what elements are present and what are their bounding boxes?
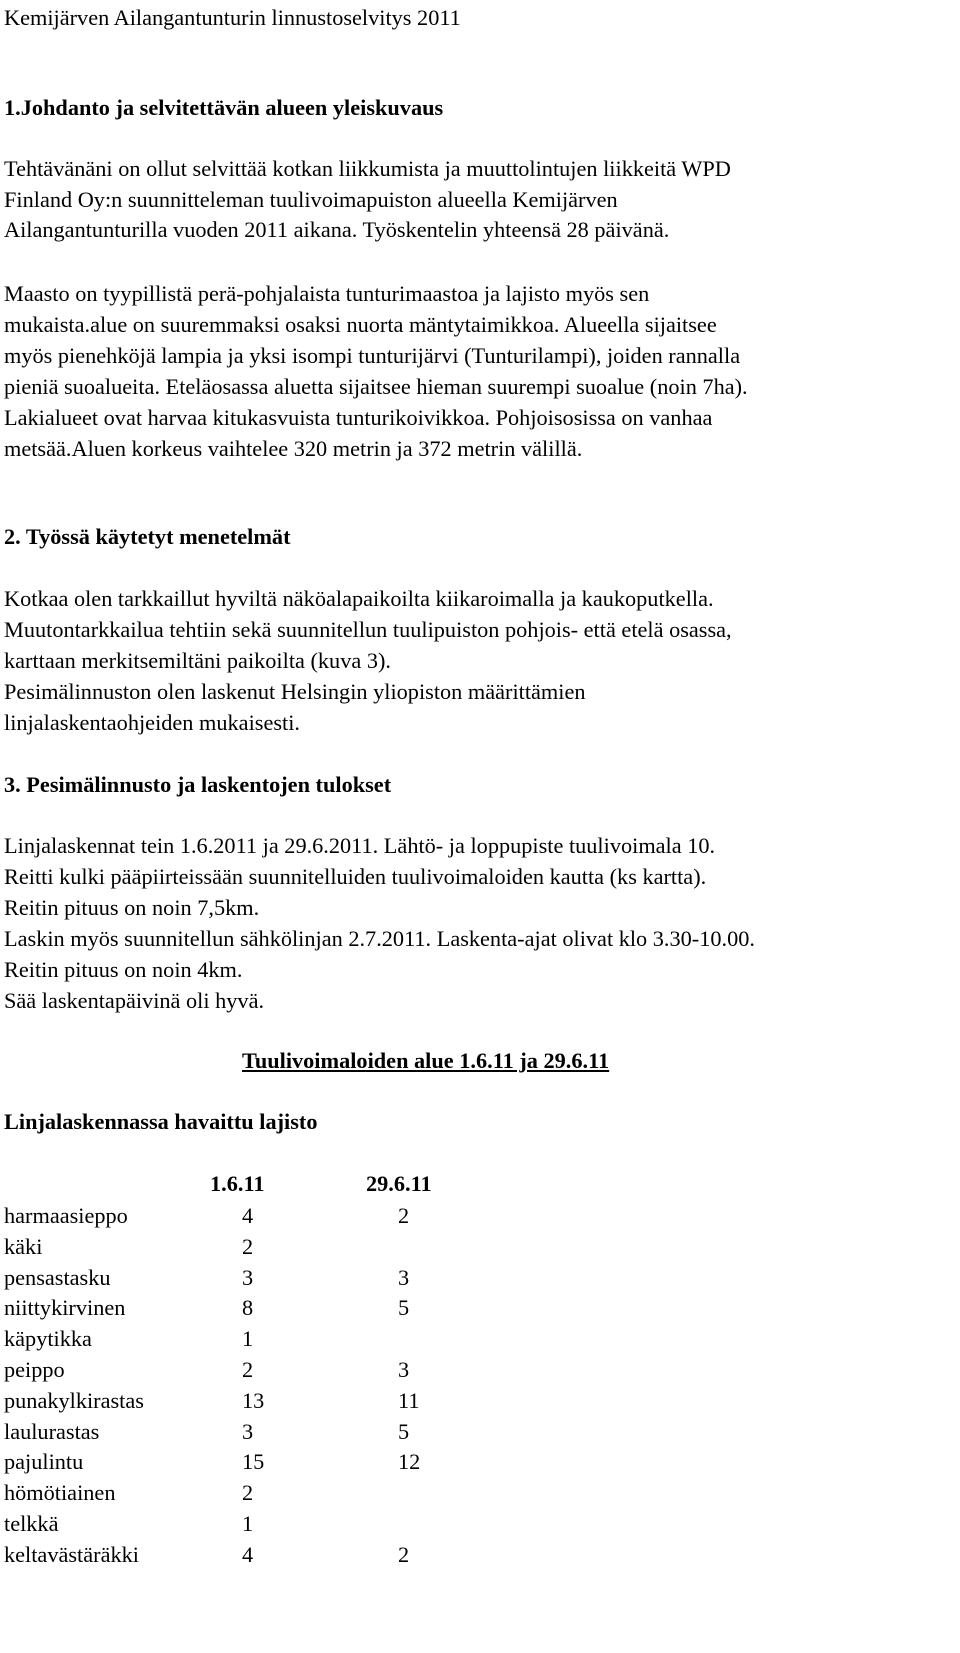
table-row <box>0 1540 960 1570</box>
section-2-heading: 2. Työssä käytetyt menetelmät <box>4 524 291 549</box>
species-name: punakylkirastas <box>4 1387 144 1413</box>
count-date-1: 4 <box>242 1541 254 1567</box>
table-row <box>0 1201 960 1231</box>
paragraph-line: pieniä suoalueita. Eteläosassa aluetta sijaitsee hieman suurempi suoalue (noin 7ha). <box>4 374 748 399</box>
species-name: laulurastas <box>4 1418 100 1444</box>
count-date-2: 12 <box>398 1449 421 1475</box>
table-row <box>0 1324 960 1354</box>
paragraph-line: Maasto on tyypillistä perä-pohjalaista tunturimaastoa ja lajisto myös sen <box>4 281 650 306</box>
column-header-date-1: 1.6.11 <box>210 1171 265 1196</box>
species-name: harmaasieppo <box>4 1203 128 1228</box>
count-date-2: 11 <box>398 1387 420 1413</box>
count-date-1: 3 <box>242 1264 254 1290</box>
count-date-2: 5 <box>398 1295 410 1321</box>
count-date-1: 1 <box>242 1511 254 1536</box>
table-row <box>0 1355 960 1385</box>
count-date-2: 3 <box>398 1264 410 1290</box>
paragraph-line: linjalaskentaohjeiden mukaisesti. <box>4 710 300 735</box>
table-row <box>0 1263 960 1293</box>
species-name: hömötiainen <box>4 1480 116 1506</box>
count-date-1: 4 <box>242 1203 254 1228</box>
count-date-1: 3 <box>242 1418 254 1444</box>
count-date-1: 2 <box>242 1480 254 1506</box>
paragraph-line: Muutontarkkailua tehtiin sekä suunnitellun tuulipuiston pohjois- että etelä osassa, <box>4 617 732 642</box>
species-name: pensastasku <box>4 1264 111 1290</box>
count-date-2: 5 <box>398 1418 410 1444</box>
species-name: pajulintu <box>4 1449 84 1475</box>
count-date-1: 15 <box>242 1449 265 1475</box>
paragraph-line: mukaista.alue on suuremmaksi osaksi nuorta mäntytaimikkoa. Alueella sijaitsee <box>4 312 717 337</box>
table-row <box>0 1478 960 1508</box>
table-subtitle: Linjalaskennassa havaittu lajisto <box>4 1109 318 1134</box>
paragraph-line: Kotkaa olen tarkkaillut hyviltä näköalapaikoilta kiikaroimalla ja kaukoputkella. <box>4 586 714 611</box>
table-row <box>0 1509 960 1539</box>
table-row <box>0 1232 960 1262</box>
table-header-row <box>0 1169 960 1199</box>
paragraph-line: Reitti kulki pääpiirteissään suunnitelluiden tuulivoimaloiden kautta (ks kartta). <box>4 864 707 889</box>
section-1-heading: 1.Johdanto ja selvitettävän alueen yleiskuvaus <box>4 95 444 120</box>
paragraph-line: myös pienehköjä lampia ja yksi isompi tunturijärvi (Tunturilampi), joiden rannalla <box>4 343 741 368</box>
count-date-1: 2 <box>242 1357 254 1382</box>
paragraph-line: Tehtävänäni on ollut selvittää kotkan liikkumista ja muuttolintujen liikkeitä WPD <box>4 156 731 181</box>
species-name: käpytikka <box>4 1326 92 1352</box>
count-date-2: 2 <box>398 1541 410 1567</box>
count-date-2: 2 <box>398 1203 410 1228</box>
paragraph-line: karttaan merkitsemiltäni paikoilta (kuva 3). <box>4 648 391 673</box>
table-title: Tuulivoimaloiden alue 1.6.11 ja 29.6.11 <box>242 1048 610 1073</box>
table-row <box>0 1417 960 1447</box>
table-row <box>0 1386 960 1416</box>
count-date-1: 2 <box>242 1233 254 1259</box>
paragraph-line: Linjalaskennat tein 1.6.2011 ja 29.6.2011. Lähtö- ja loppupiste tuulivoimala 10. <box>4 833 716 858</box>
paragraph-line: Finland Oy:n suunnitteleman tuulivoimapuiston alueella Kemijärven <box>4 187 618 212</box>
count-date-1: 13 <box>242 1387 265 1413</box>
paragraph-line: Lakialueet ovat harvaa kitukasvuista tunturikoivikkoa. Pohjoisosissa on vanhaa <box>4 405 713 430</box>
count-date-2: 3 <box>398 1357 410 1382</box>
document-title: Kemijärven Ailangantunturin linnustoselvitys 2011 <box>4 5 461 30</box>
species-name: niittykirvinen <box>4 1295 126 1321</box>
paragraph-line: metsää.Aluen korkeus vaihtelee 320 metrin ja 372 metrin välillä. <box>4 436 583 461</box>
species-name: käki <box>4 1233 43 1259</box>
table-row <box>0 1447 960 1477</box>
table-row <box>0 1293 960 1323</box>
section-3-heading: 3. Pesimälinnusto ja laskentojen tulokset <box>4 772 392 797</box>
count-date-1: 1 <box>242 1326 254 1352</box>
paragraph-line: Sää laskentapäivinä oli hyvä. <box>4 988 265 1013</box>
species-name: peippo <box>4 1357 65 1382</box>
species-name: telkkä <box>4 1511 59 1536</box>
paragraph-line: Reitin pituus on noin 4km. <box>4 957 243 982</box>
paragraph-line: Pesimälinnuston olen laskenut Helsingin yliopiston määrittämien <box>4 679 586 704</box>
paragraph-line: Ailangantunturilla vuoden 2011 aikana. Työskentelin yhteensä 28 päivänä. <box>4 217 670 242</box>
species-name: keltavästäräkki <box>4 1541 139 1567</box>
count-date-1: 8 <box>242 1295 254 1321</box>
column-header-date-2: 29.6.11 <box>366 1171 432 1196</box>
paragraph-line: Reitin pituus on noin 7,5km. <box>4 895 260 920</box>
paragraph-line: Laskin myös suunnitellun sähkölinjan 2.7.2011. Laskenta-ajat olivat klo 3.30-10.00. <box>4 926 755 951</box>
